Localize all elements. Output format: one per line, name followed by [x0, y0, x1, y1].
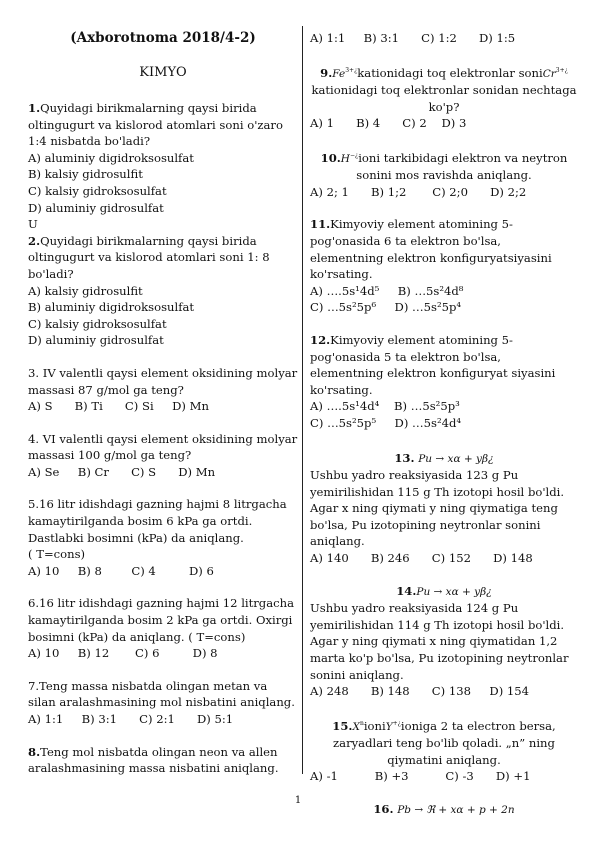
- option-d: D) …5s²5p⁴: [394, 300, 462, 315]
- question-number: 15.: [332, 718, 353, 733]
- left-column: [28, 28, 298, 786]
- question-number: 1.: [28, 101, 41, 115]
- question-13: [310, 448, 578, 567]
- ion-charge: 3+¿: [555, 66, 568, 74]
- reaction-formula: Pu → xα + y: [418, 452, 482, 465]
- question-11: [310, 216, 578, 316]
- option-c: C) …5s²5p⁵: [310, 416, 377, 430]
- option-a: A) ….5s¹4d⁵: [310, 283, 380, 298]
- answer-options: A) Se B) Cr C) S D) Mn: [28, 464, 216, 479]
- question-text: ioni: [363, 718, 386, 733]
- ion-charge: 3+¿: [345, 66, 358, 74]
- ion-formula: Y: [385, 720, 393, 733]
- question-text: Kimyoviy element atomining 5-pog'onasida 6 ta elektron bo'lsa, elementning elektron konfiguryatsiyasini ko'rsating.: [310, 217, 552, 282]
- ion-formula: X: [352, 720, 360, 733]
- ion-charge: −¿: [349, 151, 359, 159]
- question-text: 7.Teng massa nisbatda olingan metan va silan aralashmasining mol nisbatini aniqlang.: [28, 678, 295, 710]
- question-text: kationidagi toq elektronlar soni: [357, 65, 543, 80]
- document-title: (Axborotnoma 2018/4-2): [70, 30, 256, 46]
- question-text: kationidagi toq elektronlar sonidan nechtaga ko'p?: [311, 83, 577, 114]
- question-6: [28, 595, 298, 661]
- answer-options: A) 248 B) 148 C) 138 D) 154: [310, 684, 530, 699]
- reaction-formula: Pu → xα + y: [416, 585, 481, 598]
- question-1: [28, 100, 298, 233]
- question-text: Teng mol nisbatda olingan neon va allen aralashmasining massa nisbatini aniqlang.: [28, 744, 279, 776]
- question-text: 6.16 litr idishdagi gazning hajmi 12 litrgacha kamaytirilganda bosim 2 kPa ga ortdi. Oxirgi bosimni (kPa) da aniqlang. ( T=cons): [28, 596, 295, 644]
- question-15: [310, 716, 578, 785]
- question-number: 13.: [394, 450, 415, 465]
- answer-options: A) 1:1 B) 3:1 C) 2:1 D) 5:1: [28, 712, 234, 726]
- question-condition: ( T=cons): [28, 547, 86, 562]
- ion-formula: Fe: [332, 67, 346, 80]
- question-number: 10.: [320, 150, 341, 165]
- question-text: ioniga 2 ta electron bersa, zaryadlari teng bo'lib qoladi. „n” ning qiymatini aniqlang.: [333, 718, 556, 767]
- question-number: 8.: [28, 744, 41, 759]
- question-number: 16.: [373, 802, 394, 816]
- question-text: ioni tarkibidagi elektron va neytron sonini mos ravishda aniqlang.: [356, 150, 568, 183]
- question-number: 12.: [310, 333, 331, 348]
- question-2: [28, 233, 298, 349]
- option-b: B) aluminiy digidroksosulfat: [28, 300, 195, 315]
- page-number: 1: [294, 795, 302, 806]
- ion-formula: Cr: [542, 67, 556, 80]
- question-text: Kimyoviy element atomining 5-pog'onasida 5 ta elektron bo'lsa, elementning elektron konfiguryat siyasini ko'rsating.: [310, 333, 556, 397]
- option-a: A) kalsiy gidrosulfit: [28, 283, 143, 298]
- question-number: 11.: [310, 217, 331, 232]
- answer-options: A) 140 B) 246 C) 152 D) 148: [310, 551, 533, 566]
- answer-options: A) 10 B) 12 C) 6 D) 8: [28, 646, 218, 661]
- question-number: 14.: [396, 583, 417, 598]
- option-c: C) …5s²5p⁶: [310, 300, 377, 315]
- question-text: Ushbu yadro reaksiyasida 124 g Pu yemirilishidan 114 g Th izotopi hosil bo'ldi. Agar y ning qiymati x ning qiymatidan 1,2 marta ko'p bo'lsa, Pu izotopining neytronlar sonini aniqlang.: [310, 601, 569, 682]
- question-10: [310, 148, 578, 201]
- question-text: 3. IV valentli qaysi element oksidining molyar massasi 87 g/mol ga teng?: [28, 365, 298, 397]
- question-7: [28, 678, 298, 728]
- question-8-options: [310, 30, 578, 47]
- question-number: 2.: [28, 233, 41, 248]
- question-text: 4. VI valentli qaysi element oksidining molyar massasi 100 g/mol ga teng?: [28, 431, 298, 463]
- option-a: A) aluminiy digidroksosulfat: [28, 150, 194, 165]
- question-14: [310, 583, 578, 700]
- reaction-tail: β¿: [480, 585, 492, 598]
- answer-options: A) 1 B) 4 C) 2 D) 3: [310, 116, 467, 131]
- column-divider: [302, 26, 303, 774]
- option-d: D) aluminiy gidrosulfat: [28, 200, 164, 215]
- option-b: B) …5s²4d⁸: [397, 283, 464, 298]
- question-12: [310, 332, 578, 432]
- question-text: 5.16 litr idishdagi gazning hajmi 8 litrgacha kamaytirilganda bosim 6 kPa ga ortdi. Dastlabki bosimni (kPa) da aniqlang.: [28, 497, 287, 545]
- right-column: [310, 28, 578, 828]
- option-d: D) …5s²4d⁴: [394, 416, 462, 430]
- reaction-tail: β¿: [481, 452, 494, 465]
- question-text: Quyidagi birikmalarning qaysi birida oltingugurt va kislorod atomlari soni o'zaro 1:4 nisbatda bo'ladi?: [28, 101, 283, 149]
- question-4: [28, 431, 298, 481]
- option-b: B) …5s²5p³: [394, 399, 460, 414]
- stray-letter: U: [28, 217, 38, 232]
- subject-heading: KIMYO: [139, 65, 187, 80]
- question-3: [28, 365, 298, 415]
- question-5: [28, 496, 298, 579]
- answer-options: A) -1 B) +3 C) -3 D) +1: [310, 769, 531, 784]
- question-text: Quyidagi birikmalarning qaysi birida oltingugurt va kislorod atomlari soni 1: 8 bo'ladi?: [28, 233, 270, 281]
- answer-options: A) S B) Ti C) Si D) Mn: [28, 399, 209, 414]
- option-a: A) ….5s¹4d⁴: [310, 399, 380, 414]
- ion-formula: H: [340, 152, 350, 165]
- question-8: [28, 744, 298, 777]
- answer-options: A) 10 B) 8 C) 4 D) 6: [28, 563, 214, 578]
- option-c: C) kalsiy gidroksosulfat: [28, 316, 167, 331]
- option-b: B) kalsiy gidrosulfit: [28, 167, 143, 182]
- ion-charge: n: [359, 719, 364, 727]
- question-9: [310, 63, 578, 132]
- question-text: Ushbu yadro reaksiyasida 123 g Pu yemirilishidan 115 g Th izotopi hosil bo'ldi. Agar x ning qiymati y ning qiymatiga teng bo'lsa, Pu izotopining neytronlar sonini aniqlang.: [310, 468, 565, 549]
- reaction-formula: Pb → ℜ + xα + p + 2n: [397, 804, 515, 816]
- ion-charge: +¿: [392, 719, 401, 727]
- answer-options: A) 1:1 B) 3:1 C) 1:2 D) 1:5: [310, 31, 516, 45]
- answer-options: A) 2; 1 B) 1;2 C) 2;0 D) 2;2: [310, 184, 527, 199]
- option-d: D) aluminiy gidrosulfat: [28, 333, 164, 348]
- question-number: 9.: [320, 65, 333, 80]
- option-c: C) kalsiy gidroksosulfat: [28, 183, 167, 198]
